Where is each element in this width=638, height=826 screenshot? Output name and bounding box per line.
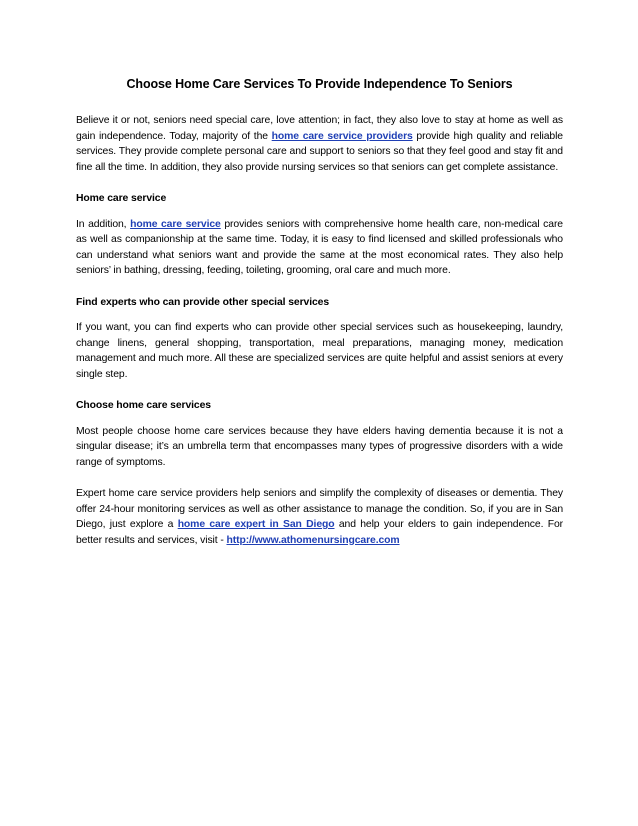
home-care-service-paragraph	[76, 217, 563, 279]
section-heading-experts: Find experts who can provide other special services	[76, 296, 330, 308]
document-title: Choose Home Care Services To Provide Independence To Seniors	[126, 77, 513, 91]
section-heading-home-care-service: Home care service	[76, 193, 167, 204]
intro-text-before: Believe it or not, seniors need special care, love attention; in fact, they also love to stay at home as well as gain independence. Today, majority of the	[76, 115, 563, 142]
intro-text-after: provide high quality and reliable services. They provide complete personal care and support to seniors so that they feel good and stay fit and fine all the time. In addition, they also provide nursing services so that seniors can get complete assistance.	[76, 130, 563, 173]
intro-paragraph	[76, 113, 563, 175]
closing-paragraph	[76, 486, 563, 548]
closing-text-middle: and help your elders to gain independence. For better results and services, visit -	[76, 519, 564, 546]
section-heading-choose-services: Choose home care services	[76, 400, 211, 411]
closing-text-before: Expert home care service providers help seniors and simplify the complexity of diseases or dementia. They offer 24-hour monitoring services as well as other assistance to manage the condition. So, if you are in San Diego, just explore a	[76, 488, 563, 530]
home-care-service-link[interactable]: home care service	[130, 218, 221, 230]
home-care-text-after: provides seniors with comprehensive home health care, non-medical care as well as companionship at the same time. Today, it is easy to find licensed and skilled professionals who can understand what seniors want and provide the same at the most economical rates. They also help seniors’ in bathing, dressing, feeding, toileting, grooming, oral care and much more.	[76, 218, 563, 276]
home-care-service-providers-link[interactable]: home care service providers	[271, 130, 413, 142]
document-body	[76, 76, 563, 564]
website-url-link[interactable]: http://www.athomenursingcare.com	[226, 534, 400, 546]
dementia-paragraph: Most people choose home care services because they have elders having dementia because it is not a singular disease; it’s an umbrella term that encompasses many types of progressive disorders with a wide range of symptoms.	[76, 425, 563, 468]
home-care-expert-san-diego-link[interactable]: home care expert in San Diego	[177, 519, 335, 530]
experts-paragraph: If you want, you can find experts who can provide other special services such as housekeeping, laundry, change linens, general shopping, transportation, meal preparations, managing money, medication management and much more. All these are specialized services are quite helpful and assist seniors at every single step.	[76, 322, 563, 380]
home-care-text-before: In addition,	[76, 218, 131, 230]
